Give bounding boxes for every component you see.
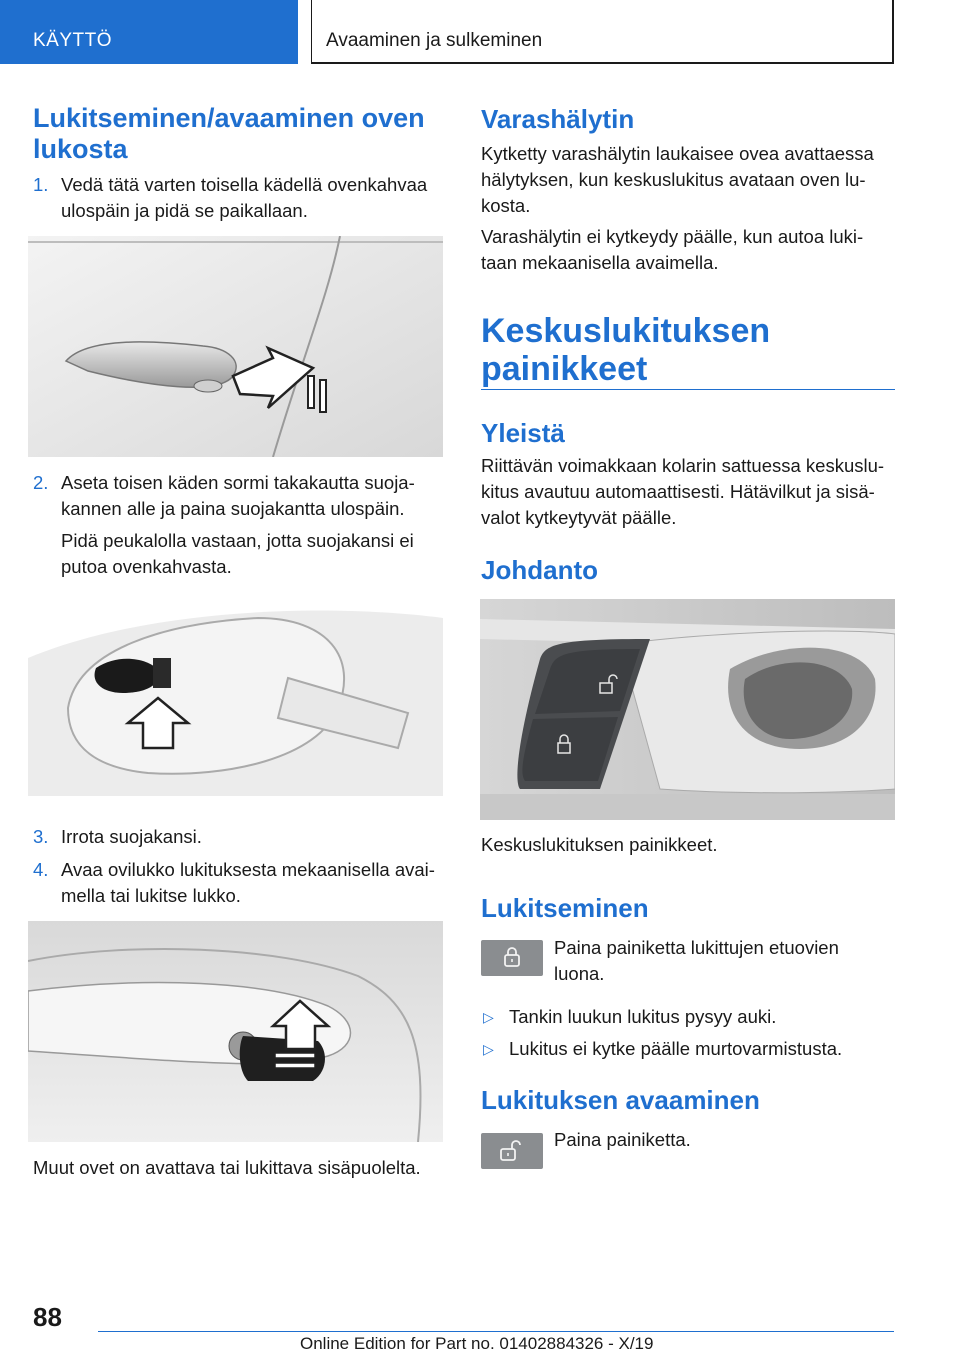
footer-divider <box>98 1331 894 1332</box>
general-title: Yleistä <box>481 418 565 448</box>
section-divider <box>481 389 895 390</box>
text-line: Varashälytin ei kytkeydy päälle, kun autoa luki- <box>481 226 864 247</box>
intro-caption: Keskuslukituksen painikkeet. <box>481 834 718 855</box>
alarm-title: Varashälytin <box>481 104 635 134</box>
header-section-tab <box>0 0 298 64</box>
step-number: 2. <box>33 472 49 493</box>
step-text <box>61 857 435 909</box>
bottom-note: Muut ovet on avattava tai lukittava sisäpuolelta. <box>33 1157 421 1178</box>
text-line: Kytketty varashälytin laukaisee ovea avattaessa <box>481 143 874 164</box>
text-line: putoa ovenkahvasta. <box>61 556 232 577</box>
lock-bullet: Lukitus ei kytke päälle murtovarmistusta. <box>509 1038 843 1059</box>
text-line: Vedä tätä varten toisella kädellä ovenkahvaa <box>61 174 428 195</box>
step-number: 1. <box>33 174 49 195</box>
text-line: valot kytkeytyvät päälle. <box>481 507 677 528</box>
text-line: Aseta toisen käden sormi takakautta suoja- <box>61 472 415 493</box>
title-line: Lukitseminen/avaaminen oven <box>33 103 425 133</box>
lock-cover-removal-figure <box>28 598 443 796</box>
text-line: Paina painiketta lukittujen etuovien <box>554 937 839 958</box>
step-text <box>61 470 415 522</box>
text-line: kosta. <box>481 195 531 216</box>
footer-edition: Online Edition for Part no. 01402884326 - X/19 <box>300 1334 654 1353</box>
step-number: 4. <box>33 859 49 880</box>
lock-open-icon <box>481 1133 543 1169</box>
intro-title: Johdanto <box>481 555 598 585</box>
unlock-title: Lukituksen avaaminen <box>481 1085 760 1115</box>
header-chapter-label: Avaaminen ja sulkeminen <box>326 30 543 51</box>
step-text: Irrota suojakansi. <box>61 826 202 847</box>
door-handle-pull-figure <box>28 236 443 457</box>
step-number: 3. <box>33 826 49 847</box>
text-line: taan mekaanisella avaimella. <box>481 252 719 273</box>
lock-closed-icon <box>481 940 543 976</box>
title-line: Keskuslukituksen <box>481 312 771 350</box>
alarm-paragraph-2 <box>481 224 863 276</box>
text-line: luona. <box>554 963 605 984</box>
header-chapter-box <box>311 0 894 64</box>
unlock-text: Paina painiketta. <box>554 1129 691 1150</box>
text-line: kitus avautuu automaattisesti. Hätävilkut ja sisä- <box>481 481 875 502</box>
lock-bullet: Tankin luukun lukitus pysyy auki. <box>509 1006 777 1027</box>
lock-button-image <box>481 940 543 976</box>
lock-title: Lukitseminen <box>481 893 649 923</box>
text-line: Riittävän voimakkaan kolarin sattuessa keskuslu- <box>481 455 885 476</box>
step-note <box>61 528 414 580</box>
bullet-marker: ▷ <box>483 1041 494 1057</box>
lock-text <box>554 935 839 987</box>
text-line: mella tai lukitse lukko. <box>61 885 241 906</box>
title-line: painikkeet <box>481 350 648 388</box>
central-locking-section-title <box>481 312 770 388</box>
unlock-button-image <box>481 1133 543 1169</box>
section-title-lock-key <box>33 103 425 165</box>
general-paragraph <box>481 453 884 531</box>
bullet-marker: ▷ <box>483 1009 494 1025</box>
alarm-paragraph-1 <box>481 141 874 219</box>
text-line: Avaa ovilukko lukituksesta mekaanisella avai- <box>61 859 435 880</box>
text-line: Pidä peukalolla vastaan, jotta suojakansi ei <box>61 530 414 551</box>
page-number: 88 <box>33 1302 62 1332</box>
step-text <box>61 172 427 224</box>
text-line: hälytyksen, kun keskuslukitus avataan oven lu- <box>481 169 866 190</box>
text-line: kannen alle ja paina suojakantta ulospäin. <box>61 498 405 519</box>
key-in-lock-figure <box>28 921 443 1142</box>
title-line: lukosta <box>33 134 128 164</box>
header-section-label: KÄYTTÖ <box>33 30 113 51</box>
central-locking-buttons-figure <box>480 599 895 820</box>
text-line: ulospäin ja pidä se paikallaan. <box>61 200 308 221</box>
